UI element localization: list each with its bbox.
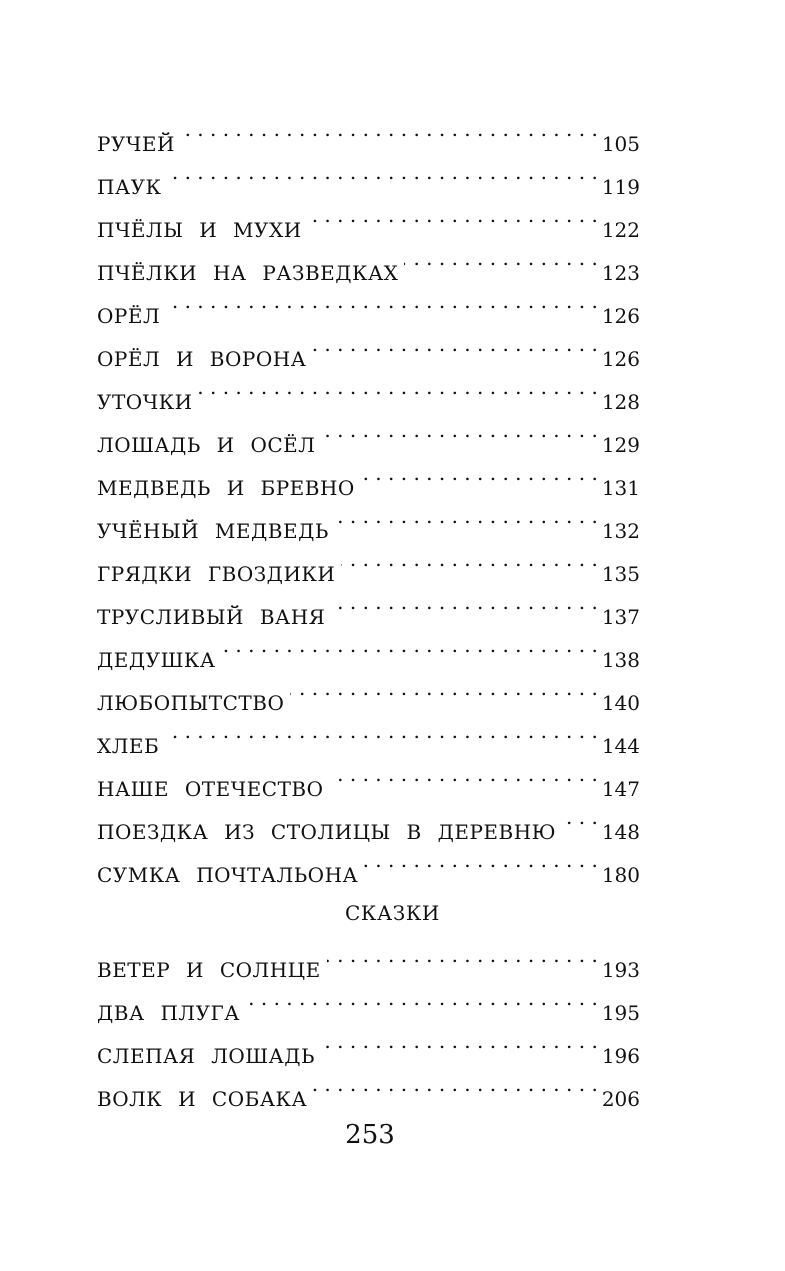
toc-entry-title: РУЧЕЙ [97, 132, 175, 156]
toc-entry-page: 105 [601, 132, 640, 156]
toc-entry-page: 131 [601, 476, 640, 500]
toc-entry-page: 147 [601, 777, 640, 801]
toc-entry-title: ПОЕЗДКА ИЗ СТОЛИЦЫ В ДЕРЕВНЮ [97, 820, 557, 844]
toc-entry-page: 196 [601, 1044, 640, 1068]
dot-leader [308, 194, 598, 237]
toc-entry-page: 140 [601, 691, 640, 715]
dot-leader [181, 108, 598, 151]
toc-entry-title: НАШЕ ОТЕЧЕСТВО [97, 777, 324, 801]
toc-entry-page: 119 [601, 175, 640, 199]
dot-leader [290, 667, 597, 710]
dot-leader [165, 710, 598, 753]
toc-entry-title: ПЧЁЛЫ И МУХИ [97, 218, 302, 242]
dot-leader [321, 1020, 598, 1063]
toc-entry [97, 934, 640, 982]
toc-entry-title: ВОЛК И СОБАКА [97, 1087, 308, 1111]
toc-entry [97, 710, 640, 758]
toc-entry-title: ЛОШАДЬ И ОСЁЛ [97, 433, 316, 457]
toc-entry-title: ХЛЕБ [97, 734, 160, 758]
section-heading [0, 893, 785, 933]
dot-leader [404, 237, 597, 280]
dot-leader [313, 1063, 598, 1106]
toc-entry-page: 195 [601, 1001, 640, 1025]
dot-leader [222, 624, 598, 667]
toc-entry-title: СУМКА ПОЧТАЛЬОНА [97, 863, 359, 887]
toc-entry-title: ТРУСЛИВЫЙ ВАНЯ [97, 605, 326, 629]
toc-entry-title: ПАУК [97, 175, 162, 199]
dot-leader [364, 839, 598, 882]
dot-leader [341, 538, 598, 581]
toc-entry-title: СЛЕПАЯ ЛОШАДЬ [97, 1044, 315, 1068]
toc-entry-page: 132 [601, 519, 640, 543]
toc-entry [97, 280, 640, 328]
toc-entry-page: 206 [601, 1087, 640, 1111]
dot-leader [246, 977, 598, 1020]
dot-leader [312, 323, 597, 366]
toc-entry [97, 108, 640, 156]
toc-entry-title: УЧЁНЫЙ МЕДВЕДЬ [97, 519, 329, 543]
toc-entry [97, 753, 640, 801]
toc-entry-title: МЕДВЕДЬ И БРЕВНО [97, 476, 355, 500]
toc-entry-page: 138 [601, 648, 640, 672]
dot-leader [335, 495, 598, 538]
toc-entry-page: 148 [601, 820, 640, 844]
toc-entry [97, 151, 640, 199]
toc-entry-page: 135 [601, 562, 640, 586]
toc-entry-page: 137 [601, 605, 640, 629]
page-number: 253 [345, 1120, 395, 1150]
toc-entry-page: 144 [601, 734, 640, 758]
toc-entry-title: ЛЮБОПЫТСТВО [97, 691, 285, 715]
dot-leader [168, 151, 598, 194]
dot-leader [199, 366, 598, 409]
toc-entry-page: 123 [601, 261, 640, 285]
toc-entry-page: 126 [601, 304, 640, 328]
section-heading-text: СКАЗКИ [345, 901, 440, 925]
toc-entry-page: 180 [601, 863, 640, 887]
dot-leader [361, 452, 598, 495]
toc-entry-page: 129 [601, 433, 640, 457]
toc-entry-title: ВЕТЕР И СОЛНЦЕ [97, 958, 321, 982]
toc-entry-page: 126 [601, 347, 640, 371]
toc-entry-title: ГРЯДКИ ГВОЗДИКИ [97, 562, 336, 586]
dot-leader [331, 581, 598, 624]
table-of-contents-main [97, 108, 640, 887]
table-of-contents-tales [97, 934, 640, 1111]
toc-entry [97, 194, 640, 242]
toc-entry-title: ДЕДУШКА [97, 648, 216, 672]
toc-entry-title: УТОЧКИ [97, 390, 193, 414]
dot-leader [562, 796, 598, 839]
toc-entry-title: ОРЁЛ [97, 304, 161, 328]
toc-entry-page: 128 [601, 390, 640, 414]
dot-leader [321, 409, 597, 452]
toc-entry-title: ОРЁЛ И ВОРОНА [97, 347, 307, 371]
dot-leader [166, 280, 598, 323]
dot-leader [327, 934, 598, 977]
toc-entry-page: 122 [601, 218, 640, 242]
toc-entry-title: ДВА ПЛУГА [97, 1001, 240, 1025]
toc-entry-title: ПЧЁЛКИ НА РАЗВЕДКАХ [97, 261, 399, 285]
toc-entry [97, 323, 640, 371]
dot-leader [330, 753, 598, 796]
toc-entry-page: 193 [601, 958, 640, 982]
